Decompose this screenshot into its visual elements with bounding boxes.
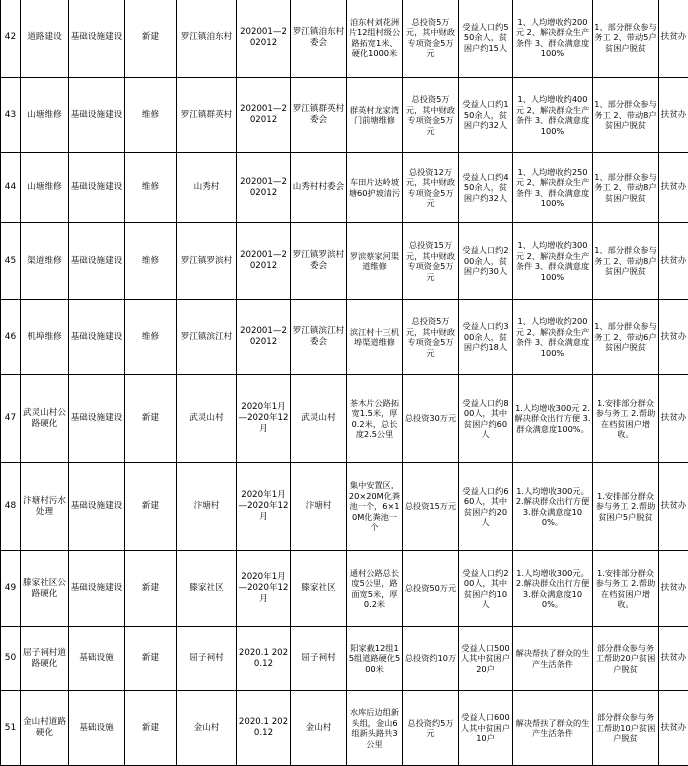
implementing-unit: 罗江镇群英村委会 [291,78,347,153]
beneficiary-info: 受益人口约200人，其中贫困户约10人 [459,551,513,627]
responsible-dept: 扶贫办 [659,153,688,223]
project-nature: 新建 [125,627,177,691]
row-number: 51 [1,691,21,766]
investment: 总投资5万元，其中财政专项资金5万元 [403,300,459,375]
construction-content: 群英村龙家湾门前塘维修 [347,78,403,153]
responsible-dept: 扶贫办 [659,78,688,153]
project-category: 基础设施建设 [69,153,125,223]
project-location: 武灵山村 [177,375,237,463]
project-name: 山塘维修 [21,153,69,223]
responsible-dept: 扶贫办 [659,691,688,766]
responsible-dept: 扶贫办 [659,627,688,691]
project-category: 基础设施建设 [69,375,125,463]
performance-target: 1、人均增收约300元 2、解决群众生产条件 3、群众满意度100% [513,223,593,300]
project-period: 202001—202012 [237,300,291,375]
project-category: 基础设施建设 [69,223,125,300]
project-nature: 新建 [125,463,177,551]
performance-target: 1、人均增收约400元 2、解决群众生产条件 3、群众满意度100% [513,78,593,153]
benefit-mechanism: 1、部分群众参与务工 2、带动8户贫困户脱贫 [593,153,659,223]
benefit-mechanism: 部分群众参与务工帮助20户贫困户脱贫 [593,627,659,691]
table-row [1,300,688,375]
responsible-dept: 扶贫办 [659,463,688,551]
project-category: 基础设施建设 [69,300,125,375]
project-name: 屈子祠村道路硬化 [21,627,69,691]
table-row [1,627,688,691]
implementing-unit: 武灵山村 [291,375,347,463]
project-nature: 新建 [125,691,177,766]
project-nature: 维修 [125,78,177,153]
implementing-unit: 罗江镇滨江村委会 [291,300,347,375]
row-number: 43 [1,78,21,153]
project-period: 2020年1月—2020年12月 [237,375,291,463]
investment: 总投资15万元，其中财政专项资金5万元 [403,223,459,300]
table-row [1,691,688,766]
investment: 总投资30万元 [403,375,459,463]
project-name: 山塘维修 [21,78,69,153]
project-period: 202001—202012 [237,78,291,153]
project-category: 基础设施建设 [69,551,125,627]
performance-target: 1、人均增收约200元 2、解决群众生产条件 3、群众满意度100% [513,300,593,375]
table-row [1,78,688,153]
construction-content: 水库后边组新头组，金山6组新头路共3公里 [347,691,403,766]
project-name: 武灵山村公路硬化 [21,375,69,463]
implementing-unit: 罗江镇罗滨村委会 [291,223,347,300]
performance-target: 1、人均增收约250元 2、解决群众生产条件 3、群众满意度100% [513,153,593,223]
responsible-dept: 扶贫办 [659,375,688,463]
performance-target: 1.人均增收300元。 2.解决群众出行方便 3.群众满意度100%。 [513,551,593,627]
project-nature: 维修 [125,153,177,223]
construction-content: 滨江村十三机埠渠道维修 [347,300,403,375]
beneficiary-info: 受益人口500人其中贫困户20户 [459,627,513,691]
project-category: 基础设施建设 [69,463,125,551]
table-row [1,375,688,463]
implementing-unit: 汴塘村 [291,463,347,551]
row-number: 50 [1,627,21,691]
table-row [1,0,688,78]
construction-content: 阳家截12组15组道路硬化500米 [347,627,403,691]
project-location: 屈子祠村 [177,627,237,691]
performance-target: 1.人均增收300元 2.解决群众出行方便 3.群众满意度100%。 [513,375,593,463]
project-location: 罗江镇滨江村 [177,300,237,375]
beneficiary-info: 受益人口约450余人，贫困户约32人 [459,153,513,223]
project-name: 渠道维修 [21,223,69,300]
project-name: 机埠维修 [21,300,69,375]
implementing-unit: 山秀村村委会 [291,153,347,223]
investment: 总投资约5万元 [403,691,459,766]
row-number: 48 [1,463,21,551]
project-name: 滕家社区公路硬化 [21,551,69,627]
implementing-unit: 滕家社区 [291,551,347,627]
investment: 总投资15万元 [403,463,459,551]
construction-content: 茶木片公路拓宽1.5米，厚0.2米，总长度2.5公里 [347,375,403,463]
row-number: 45 [1,223,21,300]
responsible-dept: 扶贫办 [659,0,688,78]
construction-content: 洎东村刘花洲片12组村级公路拓宽1米、硬化1000米 [347,0,403,78]
investment: 总投资12万元，其中财政专项资金5万元 [403,153,459,223]
benefit-mechanism: 1.安排部分群众参与务工 2.帮助在档贫困户增收。 [593,551,659,627]
beneficiary-info: 受益人口约800人，其中贫困户约60人 [459,375,513,463]
benefit-mechanism: 1.安排部分群众参与务工 2.帮助贫困户5户脱贫 [593,463,659,551]
beneficiary-info: 受益人口约150余人，贫困户约32人 [459,78,513,153]
benefit-mechanism: 1、部分群众参与务工 2、带动5户贫困户脱贫 [593,0,659,78]
table-row [1,223,688,300]
responsible-dept: 扶贫办 [659,551,688,627]
table-row [1,153,688,223]
performance-target: 解决帮扶了群众的生产生活条件 [513,691,593,766]
benefit-mechanism: 1、部分群众参与务工 2、带动8户贫困户脱贫 [593,223,659,300]
project-nature: 新建 [125,375,177,463]
construction-content: 车田片达岭坡塘60护坡清污 [347,153,403,223]
implementing-unit: 金山村 [291,691,347,766]
project-period: 2020.1 2020.12 [237,691,291,766]
project-location: 罗江镇群英村 [177,78,237,153]
investment: 总投资约10万 [403,627,459,691]
project-category: 基础设施建设 [69,78,125,153]
performance-target: 解决帮扶了群众的生产生活条件 [513,627,593,691]
responsible-dept: 扶贫办 [659,223,688,300]
table-row [1,463,688,551]
beneficiary-info: 受益人口约550余人，贫困户约15人 [459,0,513,78]
row-number: 49 [1,551,21,627]
beneficiary-info: 受益人口约660人，其中贫困户约20人 [459,463,513,551]
project-nature: 新建 [125,551,177,627]
benefit-mechanism: 1、部分群众参与务工 2、带动6户贫困户脱贫 [593,300,659,375]
benefit-mechanism: 1、部分群众参与务工 2、带动8户贫困户脱贫 [593,78,659,153]
performance-target: 1.人均增收300元。 2.解决群众出行方便 3.群众满意度100%。 [513,463,593,551]
benefit-mechanism: 部分群众参与务工帮助10户贫困户脱贫 [593,691,659,766]
row-number: 42 [1,0,21,78]
row-number: 46 [1,300,21,375]
project-category: 基础设施建设 [69,0,125,78]
implementing-unit: 罗江镇洎东村委会 [291,0,347,78]
project-location: 滕家社区 [177,551,237,627]
project-name: 金山村道路硬化 [21,691,69,766]
project-period: 202001—202012 [237,153,291,223]
beneficiary-info: 受益人口600人其中贫困户10户 [459,691,513,766]
project-period: 2020年1月—2020年12月 [237,551,291,627]
project-name: 汴塘村污水处理 [21,463,69,551]
project-nature: 新建 [125,0,177,78]
beneficiary-info: 受益人口约200余人，贫困户约30人 [459,223,513,300]
construction-content: 罗滨蔡家河渠道维修 [347,223,403,300]
project-location: 金山村 [177,691,237,766]
performance-target: 1、人均增收约200元 2、解决群众生产条件 3、群众满意度100% [513,0,593,78]
construction-content: 集中安置区，20×20M化粪池一个，6×10M化粪池一个 [347,463,403,551]
investment: 总投资5万元，其中财政专项资金5万元 [403,78,459,153]
project-name: 道路建设 [21,0,69,78]
benefit-mechanism: 1.安排部分群众参与务工 2.帮助在档贫困户增收。 [593,375,659,463]
row-number: 47 [1,375,21,463]
project-category: 基础设施 [69,691,125,766]
project-period: 202001—202012 [237,0,291,78]
row-number: 44 [1,153,21,223]
project-location: 罗江镇罗滨村 [177,223,237,300]
construction-content: 通村公路总长度5公里，路面宽5米，厚0.2米 [347,551,403,627]
project-location: 山秀村 [177,153,237,223]
responsible-dept: 扶贫办 [659,300,688,375]
project-period: 2020年1月—2020年12月 [237,463,291,551]
investment: 总投资5万元，其中财政专项资金5万元 [403,0,459,78]
project-location: 汴塘村 [177,463,237,551]
project-nature: 维修 [125,300,177,375]
project-period: 202001—202012 [237,223,291,300]
table-row [1,551,688,627]
implementing-unit: 屈子祠村 [291,627,347,691]
investment: 总投资50万元 [403,551,459,627]
project-location: 罗江镇洎东村 [177,0,237,78]
project-nature: 维修 [125,223,177,300]
project-category: 基础设施 [69,627,125,691]
beneficiary-info: 受益人口约300余人，贫困户约18人 [459,300,513,375]
project-period: 2020.1 2020.12 [237,627,291,691]
